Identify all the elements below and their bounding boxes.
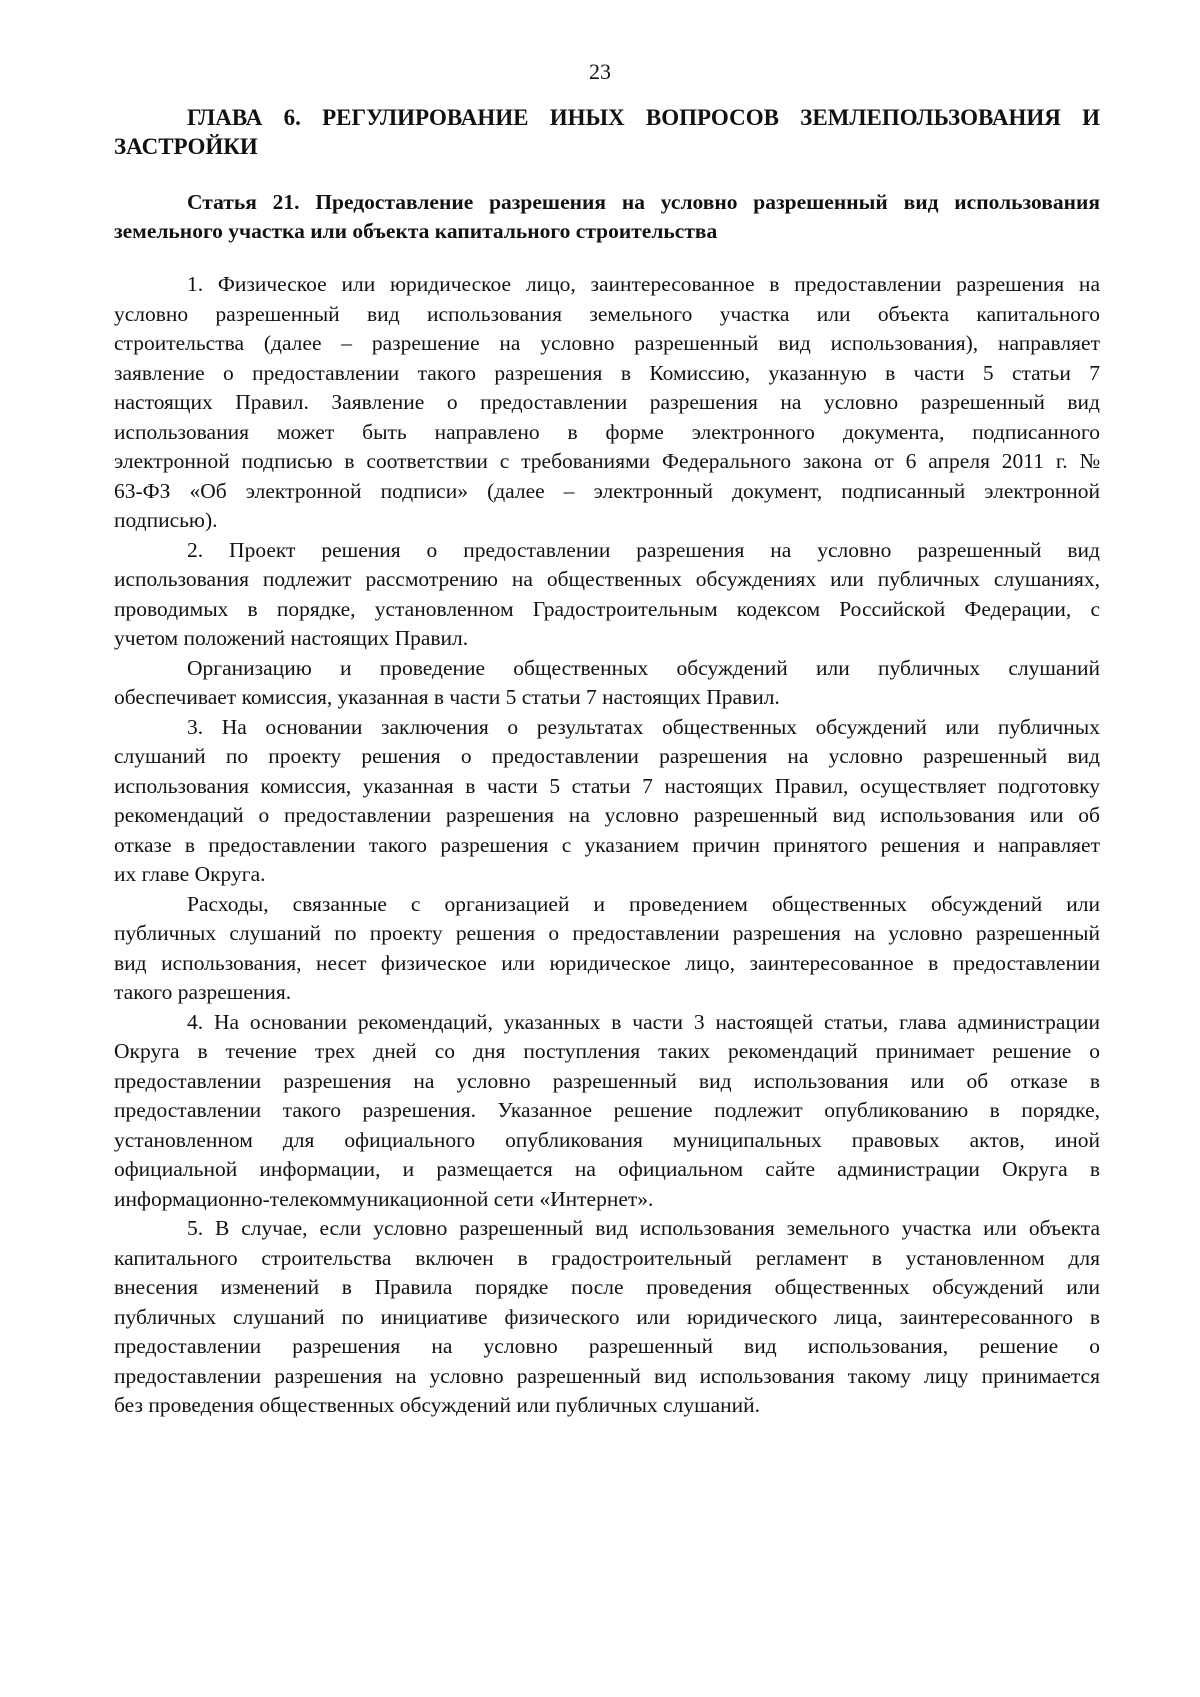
chapter-title-line-1: ГЛАВА 6. РЕГУЛИРОВАНИЕ ИНЫХ ВОПРОСОВ ЗЕМЛЕПОЛЬЗОВАНИЯ И bbox=[187, 105, 1100, 130]
paragraph-5-line: внесения изменений в Правила порядке после проведения общественных обсуждений или bbox=[114, 1275, 1100, 1299]
paragraph-4-line: официальной информации, и размещается на официальном сайте администрации Округа в bbox=[114, 1157, 1100, 1181]
paragraph-1-line: подписью). bbox=[114, 508, 218, 532]
paragraph-1-line: настоящих Правил. Заявление о предоставлении разрешения на условно разрешенный вид bbox=[114, 390, 1100, 414]
paragraph-5-line: предоставлении разрешения на условно разрешенный вид использования такому лицу принимается bbox=[114, 1364, 1100, 1388]
paragraph-4-line: предоставлении разрешения на условно разрешенный вид использования или об отказе в bbox=[114, 1069, 1100, 1093]
paragraph-4-line: Округа в течение трех дней со дня поступления таких рекомендаций принимает решение о bbox=[114, 1039, 1100, 1063]
paragraph-2a-line: обеспечивает комиссия, указанная в части 5 статьи 7 настоящих Правил. bbox=[114, 685, 780, 709]
paragraph-3-line: слушаний по проекту решения о предоставлении разрешения на условно разрешенный вид bbox=[114, 744, 1100, 768]
paragraph-5-line: предоставлении разрешения на условно разрешенный вид использования, решение о bbox=[114, 1334, 1100, 1358]
paragraph-3-line: их главе Округа. bbox=[114, 862, 266, 886]
paragraph-1-line: 1. Физическое или юридическое лицо, заинтересованное в предоставлении разрешения на bbox=[187, 272, 1100, 296]
paragraph-5-line: 5. В случае, если условно разрешенный вид использования земельного участка или объекта bbox=[187, 1216, 1100, 1240]
paragraph-2-line: проводимых в порядке, установленном Градостроительным кодексом Российской Федерации, с bbox=[114, 597, 1100, 621]
paragraph-4-line: 4. На основании рекомендаций, указанных в части 3 настоящей статьи, глава администрации bbox=[187, 1010, 1100, 1034]
paragraph-5-line: без проведения общественных обсуждений или публичных слушаний. bbox=[114, 1393, 761, 1417]
paragraph-3a-line: публичных слушаний по проекту решения о предоставлении разрешения на условно разрешенный bbox=[114, 921, 1100, 945]
paragraph-3a-line: такого разрешения. bbox=[114, 980, 292, 1004]
paragraph-4-line: установленном для официального опубликования муниципальных правовых актов, иной bbox=[114, 1128, 1100, 1152]
paragraph-3-line: рекомендаций о предоставлении разрешения на условно разрешенный вид использования или об bbox=[114, 803, 1100, 827]
paragraph-1-line: 63-ФЗ «Об электронной подписи» (далее – электронный документ, подписанный электронной bbox=[114, 479, 1100, 503]
paragraph-2-line: использования подлежит рассмотрению на общественных обсуждениях или публичных слушаниях, bbox=[114, 567, 1100, 591]
paragraph-3-line: использования комиссия, указанная в части 5 статьи 7 настоящих Правил, осуществляет подготовку bbox=[114, 774, 1100, 798]
chapter-title-line-2: ЗАСТРОЙКИ bbox=[114, 134, 258, 159]
paragraph-4-line: информационно-телекоммуникационной сети «Интернет». bbox=[114, 1187, 654, 1211]
paragraph-3-line: отказе в предоставлении такого разрешения с указанием причин принятого решения и направляет bbox=[114, 833, 1100, 857]
paragraph-1-line: строительства (далее – разрешение на условно разрешенный вид использования), направляет bbox=[114, 331, 1100, 355]
paragraph-5-line: публичных слушаний по инициативе физического или юридического лица, заинтересованного в bbox=[114, 1305, 1100, 1329]
paragraph-1-line: условно разрешенный вид использования земельного участка или объекта капитального bbox=[114, 302, 1100, 326]
paragraph-2-line: 2. Проект решения о предоставлении разрешения на условно разрешенный вид bbox=[187, 538, 1100, 562]
paragraph-1-line: заявление о предоставлении такого разрешения в Комиссию, указанную в части 5 статьи 7 bbox=[114, 361, 1100, 385]
paragraph-3a-line: Расходы, связанные с организацией и проведением общественных обсуждений или bbox=[187, 892, 1100, 916]
paragraph-3a-line: вид использования, несет физическое или юридическое лицо, заинтересованное в предоставлении bbox=[114, 951, 1100, 975]
page-number: 23 bbox=[589, 59, 611, 84]
article-title-line-1: Статья 21. Предоставление разрешения на условно разрешенный вид использования bbox=[187, 190, 1100, 214]
paragraph-1-line: использования может быть направлено в форме электронного документа, подписанного bbox=[114, 420, 1100, 444]
paragraph-1-line: электронной подписью в соответствии с требованиями Федерального закона от 6 апреля 2011 г. № bbox=[114, 449, 1100, 473]
paragraph-4-line: предоставлении такого разрешения. Указанное решение подлежит опубликованию в порядке, bbox=[114, 1098, 1100, 1122]
paragraph-2-line: учетом положений настоящих Правил. bbox=[114, 626, 469, 650]
paragraph-2a-line: Организацию и проведение общественных обсуждений или публичных слушаний bbox=[187, 656, 1100, 680]
paragraph-3-line: 3. На основании заключения о результатах общественных обсуждений или публичных bbox=[187, 715, 1100, 739]
article-title-line-2: земельного участка или объекта капитального строительства bbox=[114, 219, 718, 243]
paragraph-5-line: капитального строительства включен в градостроительный регламент в установленном для bbox=[114, 1246, 1100, 1270]
